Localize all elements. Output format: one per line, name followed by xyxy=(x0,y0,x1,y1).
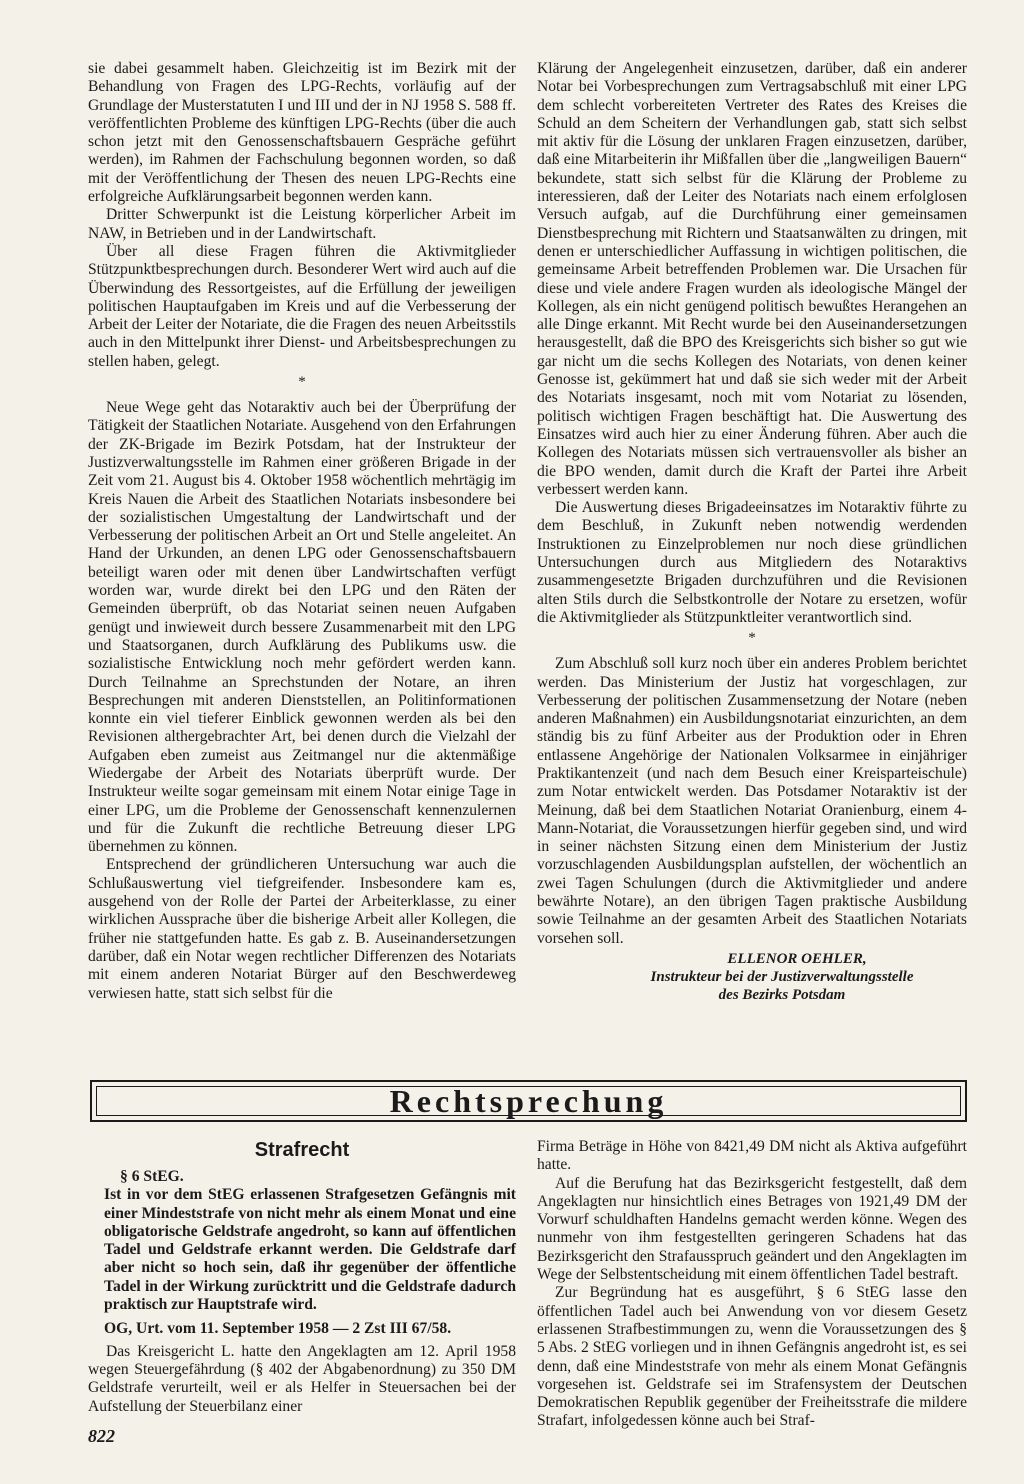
body-paragraph: Entsprechend der gründlicheren Untersuchung war auch die Schlußauswertung viel tiefgreifender. Insbesondere kam es, ausgehend von der Rolle der Partei der Arbeiterklasse, zu einer wirklichen Aussprache über die bisherige Arbeit aller Kollegen, die früher nie stattgefunden hatte. Es gab z. B. Auseinandersetzungen darüber, daß ein Notar wegen rechtlicher Differenzen des Notariats mit einem anderen Notariat Bürger auf den Beschwerdeweg verwiesen hatte, statt sich selbst für die xyxy=(88,856,516,1002)
body-paragraph: Auf die Berufung hat das Bezirksgericht festgestellt, daß dem Angeklagten nur hinsichtlich eines Betrages von 1921,49 DM der Vorwurf schuldhaften Handelns gemacht werden könne. Wegen des nunmehr von ihm festgestellten geringeren Schadens hat das Bezirksgericht den Strafausspruch geändert und den Angeklagten im Wege der Selbstentscheidung mit einem öffentlichen Tadel bestraft. xyxy=(537,1174,967,1284)
lower-left-column xyxy=(88,1138,516,1416)
statute-reference: § 6 StEG. xyxy=(120,1168,184,1185)
section-separator: * xyxy=(298,374,306,391)
body-paragraph: Zur Begründung hat es ausgeführt, § 6 StEG lasse den öffentlichen Tadel auch bei Anwendung von vor diesem Gesetz erlassenen Strafbestimmungen zu, wenn die Voraussetzungen des § 5 Abs. 2 StEG vorliegen und in ihnen Gefängnis angedroht ist, es sei denn, daß eine Mindeststrafe von mehr als einem Monat Gefängnis vorgesehen ist. Geldstrafe sei im Strafensystem der Deutschen Demokratischen Republik gegenüber der Freiheitsstrafe die mildere Strafart, infolgedessen könne auch bei Straf- xyxy=(537,1284,967,1430)
upper-right-column xyxy=(537,60,967,1004)
body-paragraph: Klärung der Angelegenheit einzusetzen, darüber, daß ein anderer Notar bei Vorbesprechungen zum Vertragsabschluß mit einer LPG dem schlecht vorbereiteten Vertreter des Rates des Kreises die Schuld an dem Scheitern der Verhandlungen gab, statt sich selbst mit aktiv für die Lösung der unklaren Fragen einzusetzen, darüber, daß eine Mitarbeiterin ihr Mißfallen über die „langweiligen Bauern“ bekundete, statt sich selbst für die Klärung der Probleme zu interessieren, daß der Leiter des Notariats nach einem erfolglosen Versuch aufgab, auf die Durchführung einer gemeinsamen Dienstbesprechung mit Richtern und Staatsanwälten zu dringen, mit denen er unterschiedlicher Auffassung in wichtigen politischen, die gemeinsame Arbeit betreffenden Problemen war. Die Ursachen für diese und viele andere Fragen wurden als ideologische Mängel der Kollegen, als ein nicht genügend politisch bewußtes Herangehen an alle Dinge erkannt. Mit Recht wurde bei den Auseinandersetzungen herausgestellt, daß die BPO des Kreisgerichts sich bisher so gut wie gar nicht um die sechs Kollegen des Notariats, von denen keiner Genosse ist, gekümmert hat und daß sie sich weder mit der Arbeit des Notariats insgesamt, noch mit vom Notariat zu lösenden, politisch wichtigen Fragen beschäftigt hat. Die Auswertung des Einsatzes wird auch hier zu einer Änderung führen. Aber auch die Kollegen des Notariats müssen sich vertrauensvoller als bisher an die BPO wenden, damit durch die Kraft der Partei ihre Arbeit verbessert werden kann. xyxy=(537,60,967,498)
section-banner xyxy=(90,1080,967,1122)
body-paragraph: Dritter Schwerpunkt ist die Leistung körperlicher Arbeit im NAW, in Betrieben und in der Landwirtschaft. xyxy=(88,206,516,242)
body-paragraph: Über all diese Fragen führen die Aktivmitglieder Stützpunktbesprechungen durch. Besonderer Wert wird auch auf die Überwindung des Ressortgeistes, auf die Erfüllung der jeweiligen politischen Hauptaufgaben im Kreis und auf die Verbesserung der Arbeit der Leiter der Notariate, die die Fragen des neuen Arbeitsstils auch in den Mittelpunkt ihrer Dienst- und Arbeitsbesprechungen zu stellen haben, gelegt. xyxy=(88,242,516,370)
section-separator: * xyxy=(748,630,756,647)
section-heading: Strafrecht xyxy=(254,1139,350,1161)
headnote: Ist in vor dem StEG erlassenen Strafgesetzen Gefängnis mit einer Mindeststrafe von nicht mehr als einem Monat und eine obligatorische Geldstrafe angedroht, so kann auf öffentlichen Tadel und Geldstrafe erkannt werden. Die Geldstrafe darf aber nicht so hoch sein, daß ihr gegenüber der öffentliche Tadel in der Wirkung zurücktritt und die Geldstrafe dadurch praktisch zur Hauptstrafe wird. xyxy=(104,1186,516,1314)
banner-title: Rechtsprechung xyxy=(389,1082,668,1119)
upper-left-column xyxy=(88,60,516,1003)
author-role-line: des Bezirks Potsdam xyxy=(718,986,846,1003)
case-reference: OG, Urt. vom 11. September 1958 — 2 Zst III 67/58. xyxy=(104,1320,452,1338)
author-role-line: Instrukteur bei der Justizverwaltungsstelle xyxy=(650,968,914,985)
body-paragraph: Das Kreisgericht L. hatte den Angeklagten am 12. April 1958 wegen Steuergefährdung (§ 402 der Abgabenordnung) zu 350 DM Geldstrafe verurteilt, weil er als Helfer in Steuersachen bei der Aufstellung der Steuerbilanz einer xyxy=(88,1342,516,1415)
body-paragraph: Neue Wege geht das Notaraktiv auch bei der Überprüfung der Tätigkeit der Staatlichen Notariate. Ausgehend von den Erfahrungen der ZK-Brigade im Bezirk Potsdam, hat der Instrukteur der Justizverwaltungsstelle im Rahmen einer größeren Brigade in der Zeit vom 21. August bis 4. Oktober 1958 wöchentlich mehrtägig im Kreis Nauen die Arbeit des Staatlichen Notariats insbesondere bei der sozialistischen Umgestaltung der Landwirtschaft und der Verbesserung der politischen Arbeit an Ort und Stelle angeleitet. An Hand der Urkunden, an denen LPG oder Genossenschaftsbauern beteiligt waren oder mit denen über Landwirtschaften verfügt worden war, wurde direkt bei den LPG und den Räten der Gemeinden überprüft, ob das Notariat seinen neuen Aufgaben genügt und inwieweit durch bessere Zusammenarbeit mit den LPG und Staatsorganen, durch Aufklärung des Publikums usw. die sozialistische Entwicklung noch mehr gefördert werden kann. Durch Teilnahme an Sprechstunden der Notare, an ihren Besprechungen mit anderen Dienststellen, an Politinformationen konnte ein viel tieferer Einblick gewonnen werden als bei den Revisionen althergebrachter Art, bei denen durch die Vielzahl der Aufgaben eben zumeist aus Zeitmangel nur die aktenmäßige Wiedergabe der Arbeit des Notariats überprüft wurde. Der Instrukteur weilte sogar gemeinsam mit einem Notar einige Tage in einer LPG, um die Probleme der Genossenschaft kennenzulernen und für die Zukunft die rechtliche Betreuung dieser LPG übernehmen zu können. xyxy=(88,399,516,856)
lower-right-column xyxy=(537,1138,967,1431)
author-name: ELLENOR OEHLER, xyxy=(727,950,867,967)
body-paragraph: Die Auswertung dieses Brigadeeinsatzes im Notaraktiv führte zu dem Beschluß, in Zukunft neben notwendig werdenden Instruktionen zu Einzelproblemen nur noch diese gründlichen Untersuchungen durch aus Mitgliedern des Notaraktivs zusammengesetzte Brigaden durchzuführen und die Revisionen alten Stils durch die Selbstkontrolle der Notare zu ersetzen, wofür die Aktivmitglieder als Stützpunktleiter verantwortlich sind. xyxy=(537,499,967,626)
page-number: 822 xyxy=(88,1426,115,1446)
body-paragraph: Zum Abschluß soll kurz noch über ein anderes Problem berichtet werden. Das Ministerium der Justiz hat vorgeschlagen, zur Verbesserung der politischen Zusammensetzung der Notare (neben anderen Maßnahmen) ein Ausbildungsnotariat einzurichten, an dem ständig bis zu fünf Arbeiter aus der Produktion oder in Ehren entlassene Angehörige der Nationalen Volksarmee in einjähriger Praktikantenzeit (und nach dem Besuch einer Kreisparteischule) zum Notar entwickelt werden. Das Potsdamer Notaraktiv ist der Meinung, daß bei dem Staatlichen Notariat Oranienburg, einem 4-Mann-Notariat, die Voraussetzungen hierfür gegeben sind, und wird in seiner nächsten Sitzung einen dem Ministerium der Justiz vorzuschlagenden Ausbildungsplan aufstellen, der wöchentlich an zwei Tagen Schulungen (durch die Aktivmitglieder und andere bewährte Notare), an den übrigen Tagen praktische Ausbildung sowie Teilnahme an der gesamten Arbeit des Staatlichen Notariats vorsehen soll. xyxy=(537,655,967,947)
body-paragraph: Firma Beträge in Höhe von 8421,49 DM nicht als Aktiva aufgeführt hatte. xyxy=(537,1138,967,1174)
body-paragraph: sie dabei gesammelt haben. Gleichzeitig ist im Bezirk mit der Behandlung von Fragen des LPG-Rechts, vorläufig auf der Grundlage der Musterstatuten I und III und der in NJ 1958 S. 588 ff. veröffentlichten Probleme des künftigen LPG-Rechts (über die auch schon jetzt mit den Genossenschaftsbauern Gespräche geführt werden), im Rahmen der Fachschulung begonnen worden, so daß mit der Veröffentlichung der Thesen des neuen LPG-Rechts eine erfolgreiche Aufklärungsarbeit begonnen werden kann. xyxy=(88,60,516,206)
